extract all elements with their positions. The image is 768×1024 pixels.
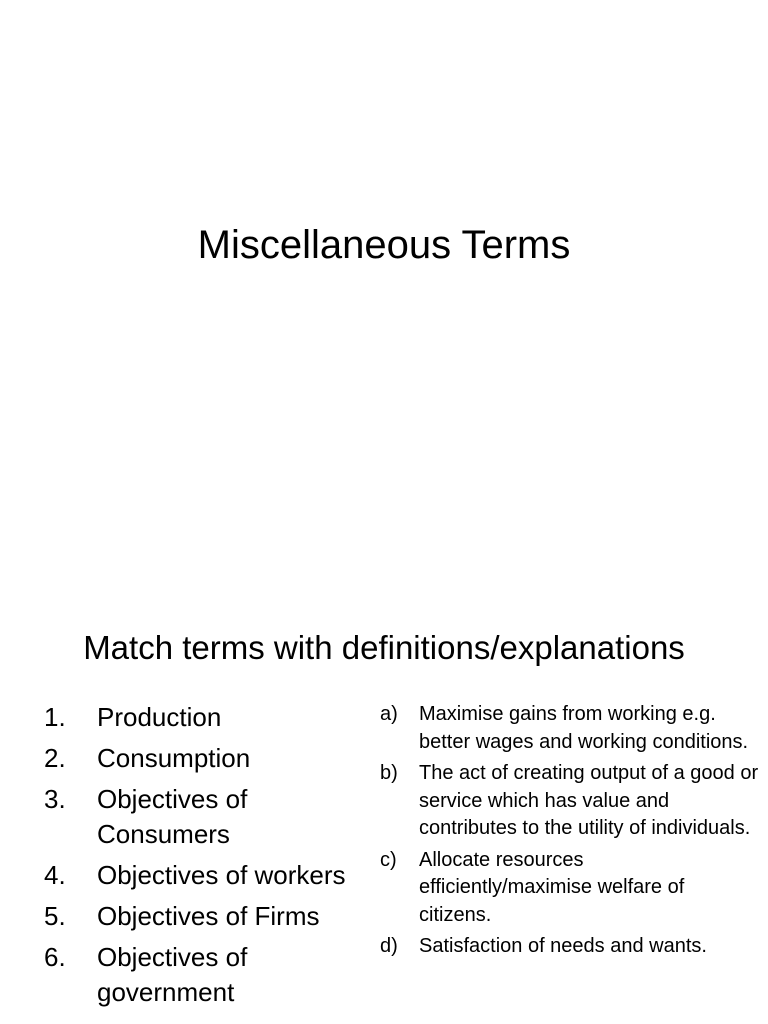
definition-item [380, 701, 760, 756]
term-item [44, 700, 374, 735]
term-text: Production [97, 702, 222, 732]
definition-item [380, 847, 760, 930]
term-number: 4. [44, 860, 66, 890]
slide-title: Miscellaneous Terms [197, 223, 571, 267]
term-number: 6. [44, 942, 66, 972]
definition-letter: a) [380, 703, 398, 725]
term-text: Consumption [97, 743, 251, 773]
term-text: Objectives of workers [97, 860, 346, 890]
definition-item [380, 760, 760, 843]
definition-letter: b) [380, 762, 398, 784]
term-number: 1. [44, 702, 66, 732]
term-number: 2. [44, 743, 66, 773]
term-number: 5. [44, 901, 66, 931]
terms-list [44, 700, 374, 1016]
definitions-list [380, 701, 760, 965]
term-number: 3. [44, 784, 66, 814]
definition-text: Satisfaction of needs and wants. [419, 935, 707, 957]
definition-text: Allocate resources efficiently/maximise welfare of citizens. [419, 848, 685, 926]
term-item [44, 858, 374, 893]
term-item [44, 940, 374, 1010]
term-item [44, 741, 374, 776]
term-text: Objectives of government [97, 942, 248, 1007]
definition-item [380, 933, 760, 961]
term-text: Objectives of Consumers [97, 784, 248, 849]
definition-text: Maximise gains from working e.g. better wages and working conditions. [419, 703, 749, 753]
definition-letter: c) [380, 848, 397, 871]
definition-letter: d) [380, 935, 398, 957]
slide-heading: Match terms with definitions/explanations [83, 629, 685, 666]
term-item [44, 899, 374, 934]
definition-text: The act of creating output of a good or service which has value and contributes to the utility of individuals. [419, 762, 759, 839]
term-text: Objectives of Firms [97, 901, 320, 931]
term-item [44, 782, 374, 852]
